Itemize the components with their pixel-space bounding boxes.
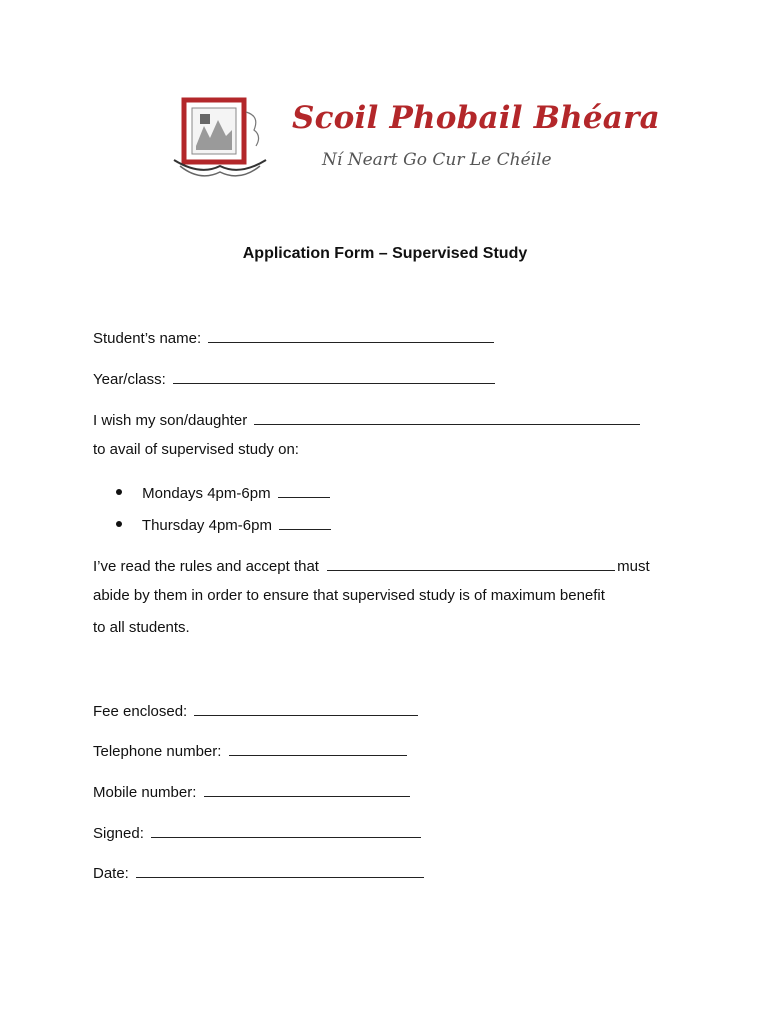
wish-row	[93, 410, 640, 429]
fee-row	[93, 701, 418, 720]
option-label: Mondays 4pm-6pm	[142, 485, 271, 502]
rules-name-field[interactable]	[327, 556, 615, 571]
telephone-row	[93, 741, 407, 760]
school-crest-icon	[170, 96, 270, 184]
monday-field[interactable]	[278, 483, 330, 498]
wish-label: I wish my son/daughter	[93, 412, 248, 429]
form-title: Application Form – Supervised Study	[242, 245, 528, 262]
mobile-label: Mobile number:	[93, 784, 197, 801]
thursday-field[interactable]	[279, 515, 331, 530]
signed-field[interactable]	[151, 823, 421, 838]
rules-line-3: to all students.	[93, 619, 190, 636]
telephone-field[interactable]	[229, 741, 407, 756]
rules-row	[93, 556, 650, 575]
student-name-field[interactable]	[208, 328, 494, 343]
student-name-label: Student’s name:	[93, 330, 202, 347]
rules-suffix: must	[617, 558, 650, 575]
rules-prefix: I’ve read the rules and accept that	[93, 558, 319, 575]
year-class-field[interactable]	[173, 369, 495, 384]
fee-field[interactable]	[194, 701, 418, 716]
telephone-label: Telephone number:	[93, 743, 222, 760]
signed-label: Signed:	[93, 825, 144, 842]
school-name: Scoil Phobail Bhéara	[292, 100, 660, 136]
date-row	[93, 863, 424, 882]
avail-text: to avail of supervised study on:	[93, 441, 299, 458]
bullet-icon	[116, 489, 122, 495]
fee-label: Fee enclosed:	[93, 703, 188, 720]
mobile-field[interactable]	[204, 782, 410, 797]
date-field[interactable]	[136, 863, 424, 878]
school-header	[170, 96, 660, 184]
date-label: Date:	[93, 865, 129, 882]
student-name-row	[93, 328, 494, 347]
mobile-row	[93, 782, 410, 801]
school-motto: Ní Neart Go Cur Le Chéile	[322, 150, 552, 170]
bullet-icon	[116, 521, 122, 527]
son-daughter-field[interactable]	[254, 410, 640, 425]
option-monday	[116, 483, 330, 502]
signed-row	[93, 823, 421, 842]
option-thursday	[116, 515, 331, 534]
year-class-row	[93, 369, 495, 388]
option-label: Thursday 4pm-6pm	[141, 517, 272, 534]
year-class-label: Year/class:	[93, 371, 166, 388]
rules-line-2: abide by them in order to ensure that supervised study is of maximum benefit	[93, 587, 605, 604]
